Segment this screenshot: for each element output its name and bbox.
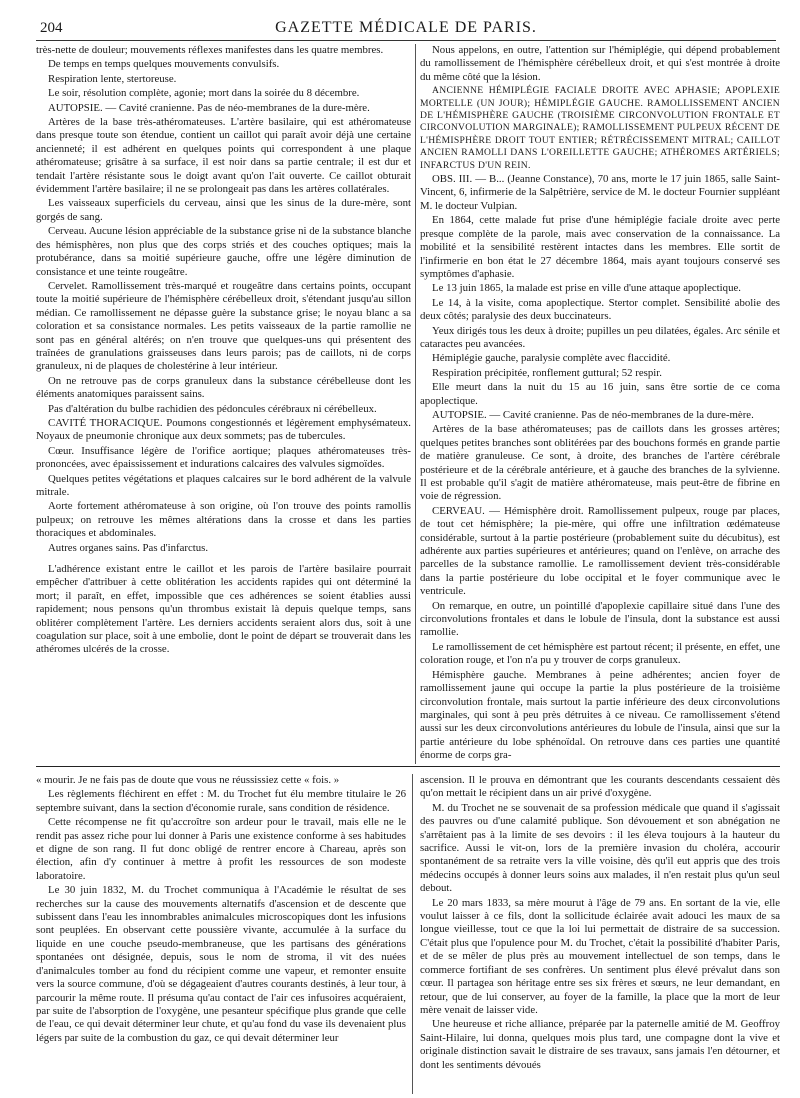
paragraph: « mourir. Je ne fais pas de doute que vous ne réussissiez cette « fois. » [36, 774, 340, 786]
column-divider [415, 44, 416, 764]
paragraph: Autres organes sains. Pas d'infarctus. [48, 541, 209, 554]
paragraph: On remarque, en outre, un pointillé d'apoplexie capillaire situé dans l'une des circonvolutions frontales et dans le lobule de l'insula, dont la substance est aussi ramollie. [420, 599, 780, 639]
paragraph: Aorte fortement athéromateuse à son origine, où l'on trouve des points ramollis pulpeux; on retrouve les mêmes altérations dans la crosse et dans les parties thoraciques et abdominales. [36, 500, 411, 540]
paragraph: Nous appelons, en outre, l'attention sur l'hémiplégie, qui dépend probablement du ramollissement de l'hémisphère cérébelleux droit, et qui s'est montrée à droite du même côté que la lésion. [420, 44, 780, 83]
paragraph: On ne retrouve pas de corps granuleux dans la substance cérébelleuse dont les éléments anatomiques paraissent sains. [36, 374, 411, 401]
paragraph: Les vaisseaux superficiels du cerveau, ainsi que les sinus de la dure-mère, sont gorgés de sang. [36, 197, 411, 223]
paragraph: Elle meurt dans la nuit du 15 au 16 juin, sans être sortie de ce coma apoplectique. [420, 381, 780, 407]
paragraph: Artères de la base très-athéromateuses. L'artère basilaire, qui est athéromateuse dans presque toute son étendue, contient un caillot qui paraît avoir déjà une certaine ancienneté; il est adhérent en quelques points qui correspondent à une plaque athéromateuse; grisâtre à sa surface, il est noir dans sa partie centrale; il est dur et tendait l'artère résistante sous le doigt avant qu'on l'ait ouverte. Ce caillot obturait évidemment l'artère basilaire; il ne se prolongeait pas dans les artères collatérales. [36, 116, 411, 196]
column-bottom-left [36, 774, 406, 1094]
paragraph: M. du Trochet ne se souvenait de sa profession médicale que quand il s'agissait des pauvres ou d'une calamité publique. Son dévouement et son abnégation ne s'arrêtaient pas à la limite de ses devoirs : il les éleva toujours à la hauteur du sacrifice. Aussi le vit-on, lors de la première invasion du choléra, accourir spontanément de sa retraite vers la ville voisine, dès qu'il eut appris que des trois médecins occupés à donner leurs soins aux malades, il n'en restait plus qu'un seul debout. [420, 801, 780, 895]
paragraph: Les règlements fléchirent en effet : M. du Trochet fut élu membre titulaire le 26 septembre suivant, dans la section d'économie rurale, sans condition de résidence. [36, 788, 406, 814]
paragraph: AUTOPSIE. — Cavité cranienne. Pas de néo-membranes de la dure-mère. [48, 101, 370, 114]
page-number: 204 [40, 20, 63, 36]
paragraph: Le 13 juin 1865, la malade est prise en ville d'une attaque apoplectique. [432, 282, 741, 295]
paragraph: CERVEAU. — Hémisphère droit. Ramollissement pulpeux, rouge par places, de tout cet hémisphère; la pie-mère, qui offre une infiltration œdémateuse considérable, surtout à la partie postérieure (probablement suite du décubitus), est adhérente aux parties supérieures et antérieures; quand on l'enlève, on arrache des parcelles de la substance ramollie. Le ramollissement devient très-considérable dans la partie postérieure du lobe occipital et le foyer communique avec le ventricule. [420, 504, 780, 598]
paragraph: Le ramollissement de cet hémisphère est partout récent; il présente, en effet, une coloration rouge, et l'on n'a pu y trouver de corps granuleux. [420, 640, 780, 667]
paragraph: Une heureuse et riche alliance, préparée par la paternelle amitié de M. Geoffroy Saint-Hilaire, lui donna, quelques mois plus tard, une compagne dont la vive et originale distinction savait le distraire de ses travaux, sans jamais l'en détourner, et dont les sentiments dévoués [420, 1018, 780, 1071]
paragraph: Le 14, à la visite, coma apoplectique. Stertor complet. Sensibilité abolie des deux côtés; paralysie des deux buccinateurs. [420, 296, 780, 323]
paragraph: De temps en temps quelques mouvements convulsifs. [48, 58, 280, 71]
paragraph: Hémisphère gauche. Membranes à peine adhérentes; ancien foyer de ramollissement jaune qui occupe la partie la plus postérieure de la troisième circonvolution frontale, mais surtout la partie inférieure des deux circonvolutions marginales, qui sont à peu près détruites à ce niveau. Ce ramollissement s'étend aussi sur les deux circonvolutions antérieures du lobule de l'insula, ainsi que sur la partie antérieure du lobe sphénoïdal. On retrouve dans ces parties une quantité énorme de corps gra- [420, 668, 780, 762]
paragraph: L'adhérence existant entre le caillot et les parois de l'artère basilaire pourrait empêcher d'attribuer à cette oblitération les accidents rapides qui ont déterminé la mort; il paraît, en effet, impossible que ces adhérences se soient établies aussi rapidement; nous pensons qu'un thrombus existait là depuis quelque temps, sans oblitérer complètement l'artère. Les derniers accidents seraient alors dus, soit à une coagulation sur place, soit à une embolie, dont le point de départ se trouverait dans les athéromes ulcérés de la crosse. [36, 563, 411, 656]
paragraph: Quelques petites végétations et plaques calcaires sur le bord adhérent de la valvule mitrale. [36, 472, 411, 498]
paragraph: Le 20 mars 1833, sa mère mourut à l'âge de 79 ans. En sortant de la vie, elle voulut laisser à ce fils, dont la sollicitude éclairée avait adouci les maux de sa longue vieillesse, tout ce que la loi lui permettait de distraire de sa succession. C'était plus que l'opulence pour M. du Trochet, c'était la possibilité d'habiter Paris, et de se mêler de plus près au mouvement intellectuel de son temps, dans le commerce fortifiant de ses confrères. Un sentiment plus élevé prévalut dans son cœur. Il partagea son héritage entre ses six frères et sœurs, ne leur demandant, en retour, que de lui conserver, au foyer de la famille, la place que la mort de leur mère venait de laisser vide. [420, 896, 780, 1016]
column-top-left [36, 44, 411, 766]
paragraph: Cervelet. Ramollissement très-marqué et rougeâtre dans certains points, occupant toute la moitié supérieure de l'hémisphère cérébelleux droit, s'étendant jusqu'au sillon médian. Ce ramollissement ne dépasse guère la substance grise; le noyau blanc a sa coloration et sa consistance normales. Les petits vaisseaux de la partie ramollie ne sont pas en général altérés; on n'en trouve que quelques-uns qui présentent des traînées de granulations graisseuses dans leurs parois; pas de caillots, ni de corps granuleux, ni de plaques de cholestérine à leur intérieur. [36, 279, 411, 373]
paragraph: CAVITÉ THORACIQUE. Poumons congestionnés et légèrement emphysémateux. Noyaux de pneumonie chronique aux deux sommets; pas de tubercules. [36, 416, 411, 443]
paragraph: Pas d'altération du bulbe rachidien des pédoncules cérébraux ni cérébelleux. [48, 402, 377, 415]
paragraph: Cerveau. Aucune lésion appréciable de la substance grise ni de la substance blanche des hémisphères, non plus que des corps striés et des couches optiques; mais la protubérance, dans sa moitié supérieure gauche, offre une légère diminution de consistance et une teinte rougeâtre. [36, 225, 411, 278]
paragraph: Cœur. Insuffisance légère de l'orifice aortique; plaques athéromateuses très-prononcées, avec épaississement et indurations calcaires des valvules sigmoïdes. [36, 444, 411, 471]
paragraph: Respiration lente, stertoreuse. [48, 72, 177, 85]
paragraph: Cette récompense ne fit qu'accroître son ardeur pour le travail, mais elle ne le rendit pas assez riche pour lui donner à Paris une existence conforme à ses habitudes et digne de son rang. Il fut donc obligé de rentrer encore à Chareau, après son élection, afin d'y continuer à mettre à profit les ressources de son modeste laboratoire. [36, 816, 406, 882]
column-top-right [420, 44, 780, 766]
paragraph: AUTOPSIE. — Cavité cranienne. Pas de néo-membranes de la dure-mère. [432, 408, 754, 421]
observation-summary: ANCIENNE HÉMIPLÉGIE FACIALE DROITE AVEC APHASIE; APOPLEXIE MORTELLE (UN JOUR); HÉMIPLÉGIE GAUCHE. RAMOLLISSEMENT ANCIEN DE L'HÉMISPHÈRE GAUCHE (TROISIÈME CIRCONVOLUTION FRONTALE ET CIRCONVOLUTION MARGINALE); RAMOLLISSEMENT PULPEUX RÉCENT DE L'HÉMISPHÈRE DROIT TOUT ENTIER; RÉTRÉCISSEMENT MITRAL; CAILLOT ANCIEN RAMOLLI DANS L'OREILLETTE GAUCHE; ATHÉROMES ARTÉRIELS; INFARCTUS D'UN REIN. [420, 85, 780, 171]
journal-title: GAZETTE MÉDICALE DE PARIS. [275, 19, 537, 36]
paragraph: ascension. Il le prouva en démontrant que les courants descendants cessaient dès qu'on mettait le récipient dans un air privé d'oxygène. [420, 774, 780, 800]
paragraph: Hémiplégie gauche, paralysie complète avec flaccidité. [432, 352, 671, 365]
paragraph: Le soir, résolution complète, agonie; mort dans la soirée du 8 décembre. [48, 87, 360, 100]
paragraph: En 1864, cette malade fut prise d'une hémiplégie faciale droite avec perte presque complète de la parole, mais avec conservation de la connaissance. La mobilité et la sensibilité restèrent intactes dans les membres. Elle sortit de l'infirmerie en bon état le 27 décembre 1864, mais ayant toujours conservé ses symptômes d'aphasie. [420, 214, 780, 280]
page-header [36, 10, 776, 41]
section-rule [36, 766, 780, 767]
paragraph: très-nette de douleur; mouvements réflexes manifestes dans les quatre membres. [36, 44, 384, 56]
column-divider [412, 774, 413, 1094]
paragraph: OBS. III. — B... (Jeanne Constance), 70 ans, morte le 17 juin 1865, salle Saint-Vincent, 6, infirmerie de la Salpêtrière, service de M. le docteur Fournier suppléant M. le docteur Vulpian. [420, 173, 780, 212]
paragraph: Respiration précipitée, ronflement guttural; 52 respir. [432, 366, 662, 379]
paragraph: Le 30 juin 1832, M. du Trochet communiqua à l'Académie le résultat de ses recherches sur la cause des mouvements alternatifs d'ascension et de descente que subissent dans l'eau les innombrables animalcules microscopiques dont les infusions sont peuplées. En observant cette poussière vivante, accumulée à la surface du liquide en une couche pseudo-membraneuse, que les partisans des générations spontanées ont désignée, depuis, sous le nom de stroma, il vit des nuées d'animalcules tomber au fond du récipient comme une vapeur, et remonter ensuite vers la source commune, d'où se dégageaient d'autres courants destinés, à leur tour, à parcourir la même route. Il présuma qu'au contact de l'air ces infusoires acquéraient, par suite de l'absorption de l'oxygène, une pesanteur spécifique plus grande que celle de l'eau, ce qui devait déterminer leur chute, et qu'au fond du vase ils devenaient plus légers par suite de la combustion du gaz, ce qui devait déterminer leur [36, 884, 406, 1044]
paragraph: Artères de la base athéromateuses; pas de caillots dans les grosses artères; quelques petites branches sont oblitérées par des bouchons formés en grande partie de matière granuleuse. Ce sont, à droite, des branches de l'artère cérébrale postérieure et de la cérébrale antérieure, et à gauche des branches de la sylvienne. Il est probable qu'il s'agit de matière athéromateuse, mais peut-être de fibrine en voie de régression. [420, 423, 780, 503]
column-bottom-right [420, 774, 780, 1094]
paragraph: Yeux dirigés tous les deux à droite; pupilles un peu dilatées, égales. Arc sénile et cataractes peu avancées. [420, 324, 780, 350]
